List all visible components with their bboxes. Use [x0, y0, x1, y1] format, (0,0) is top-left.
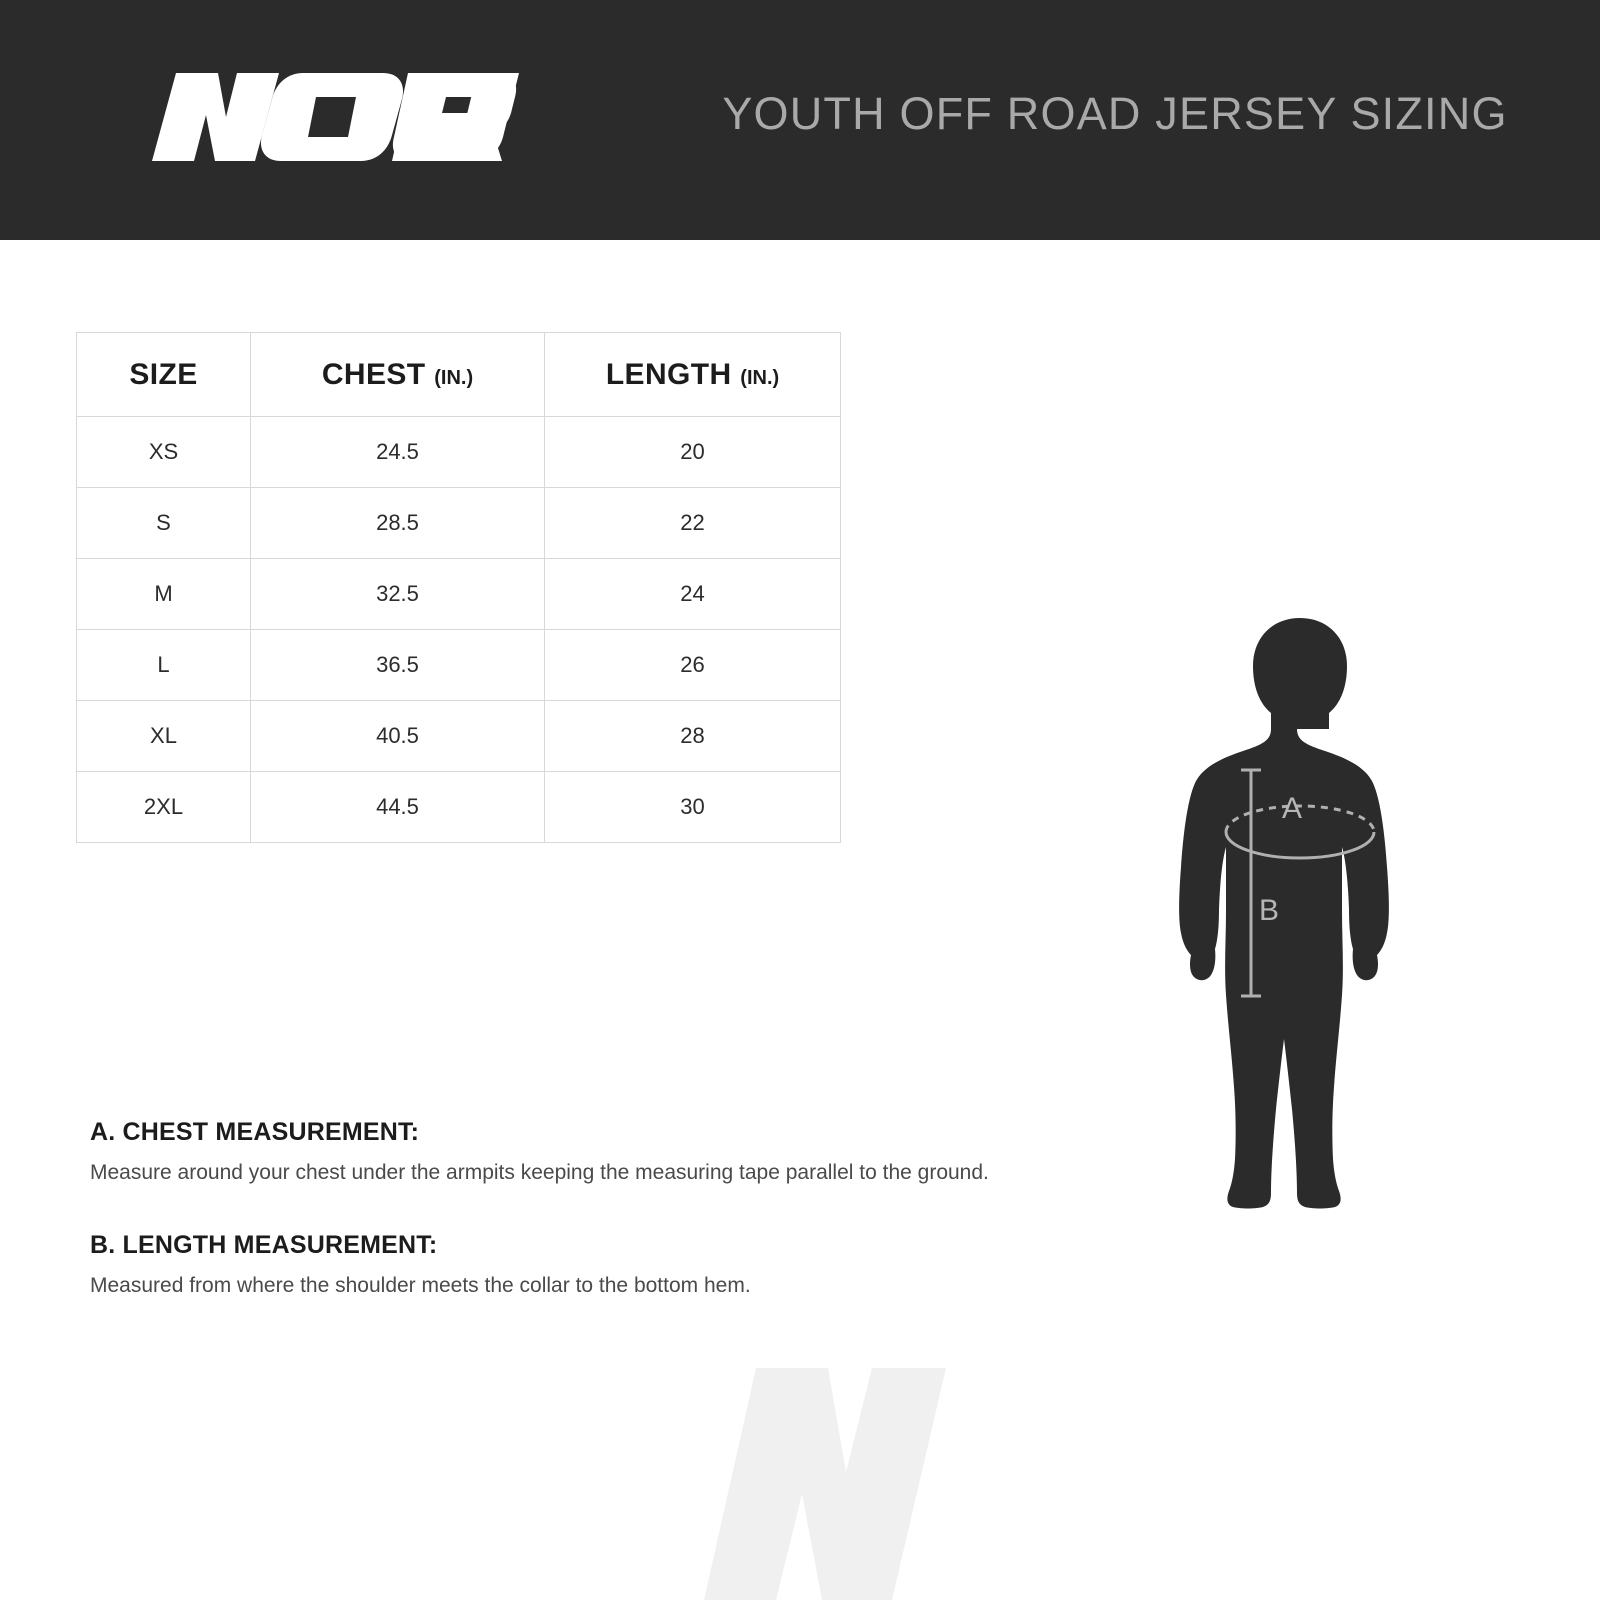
cell-size: 2XL	[77, 772, 251, 843]
body-silhouette-figure	[1130, 600, 1470, 1380]
label-a: A	[1282, 792, 1303, 825]
silhouette-shape	[1179, 618, 1389, 1209]
table-row	[77, 559, 841, 630]
table-row	[77, 417, 841, 488]
cell-size: S	[77, 488, 251, 559]
cell-chest: 24.5	[251, 417, 545, 488]
cell-length: 30	[545, 772, 841, 843]
cell-length: 20	[545, 417, 841, 488]
page-title: YOUTH OFF ROAD JERSEY SIZING	[722, 88, 1508, 139]
note-body-chest: Measure around your chest under the armpits keeping the measuring tape parallel to the ground.	[90, 1161, 989, 1184]
table-row	[77, 630, 841, 701]
table-row	[77, 701, 841, 772]
noru-logo	[140, 62, 520, 172]
label-b: B	[1259, 894, 1280, 927]
column-header-length-unit: (IN.)	[740, 366, 780, 389]
cell-chest: 40.5	[251, 701, 545, 772]
note-body-length: Measured from where the shoulder meets the collar to the bottom hem.	[90, 1274, 751, 1297]
table-header-row	[77, 333, 841, 417]
cell-length: 26	[545, 630, 841, 701]
note-title-length: B. LENGTH MEASUREMENT:	[90, 1231, 438, 1259]
cell-size: L	[77, 630, 251, 701]
size-table	[76, 332, 841, 843]
cell-size: XL	[77, 701, 251, 772]
column-header-chest-unit: (IN.)	[434, 366, 474, 389]
cell-length: 22	[545, 488, 841, 559]
column-header-size	[77, 333, 251, 417]
column-header-length	[545, 333, 841, 417]
cell-size: M	[77, 559, 251, 630]
cell-chest: 36.5	[251, 630, 545, 701]
page-header	[0, 0, 1600, 240]
cell-length: 24	[545, 559, 841, 630]
noru-n-watermark	[660, 1360, 960, 1600]
column-header-length-label: LENGTH	[605, 357, 732, 391]
table-row	[77, 772, 841, 843]
column-header-size-label: SIZE	[129, 357, 198, 391]
cell-size: XS	[77, 417, 251, 488]
column-header-chest-label: CHEST	[321, 357, 426, 391]
cell-chest: 28.5	[251, 488, 545, 559]
table-row	[77, 488, 841, 559]
cell-chest: 44.5	[251, 772, 545, 843]
note-title-chest: A. CHEST MEASUREMENT:	[90, 1118, 420, 1146]
measurement-notes	[90, 1118, 1070, 1298]
cell-length: 28	[545, 701, 841, 772]
cell-chest: 32.5	[251, 559, 545, 630]
size-table-container	[76, 332, 840, 843]
column-header-chest	[251, 333, 545, 417]
